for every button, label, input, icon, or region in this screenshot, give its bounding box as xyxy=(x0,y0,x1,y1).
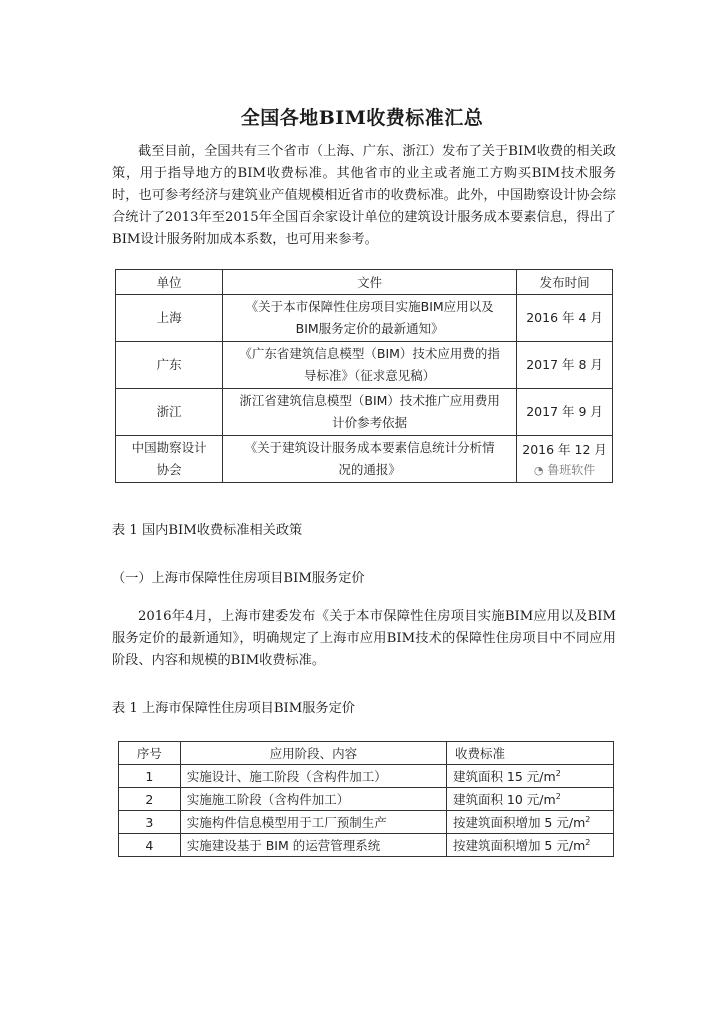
fee-text: 建筑面积 15 元/m xyxy=(452,769,556,784)
fee-text: 按建筑面积增加 5 元/m xyxy=(452,838,586,853)
cell-fee xyxy=(446,765,613,788)
cell-unit xyxy=(116,295,223,342)
table-row xyxy=(116,436,613,483)
doc-line: BIM服务定价的最新通知》 xyxy=(295,321,444,336)
cell-unit xyxy=(116,342,223,389)
unit-exponent: 2 xyxy=(555,768,561,778)
cell-date xyxy=(517,436,613,483)
cell-no: 4 xyxy=(119,834,181,857)
header-document: 文件 xyxy=(223,270,517,295)
cell-stage: 实施构件信息模型用于工厂预制生产 xyxy=(180,811,446,834)
cell-date: 2016 年 4 月 xyxy=(517,295,613,342)
cell-fee xyxy=(446,788,613,811)
cell-fee xyxy=(446,811,613,834)
table-caption: 表 1 国内BIM收费标准相关政策 xyxy=(112,523,303,538)
watermark-text: 鲁班软件 xyxy=(547,462,596,477)
table-row xyxy=(116,342,613,389)
cell-fee xyxy=(446,834,613,857)
table-caption: 表 1 上海市保障性住房项目BIM服务定价 xyxy=(112,701,355,716)
header-no: 序号 xyxy=(119,742,181,765)
date-text: 2016 年 12 月 xyxy=(522,441,607,457)
cell-no: 2 xyxy=(119,788,181,811)
header-unit: 单位 xyxy=(116,270,223,295)
cell-stage: 实施建设基于 BIM 的运营管理系统 xyxy=(180,834,446,857)
unit-exponent: 2 xyxy=(585,814,591,824)
unit-exponent: 2 xyxy=(585,837,591,847)
body-paragraph: 2016年4月，上海市建委发布《关于本市保障性住房项目实施BIM应用以及BIM服务定价的最新通知》，明确规定了上海市应用BIM技术的保障性住房项目中不同应用阶段、内容和规模的BIM收费标准。 xyxy=(112,609,616,668)
cell-no: 1 xyxy=(119,765,181,788)
table-row xyxy=(119,765,614,788)
doc-line: 浙江省建筑信息模型（BIM）技术推广应用费用 xyxy=(239,393,500,408)
table-row xyxy=(119,834,614,857)
section-heading: （一）上海市保障性住房项目BIM服务定价 xyxy=(112,571,365,586)
watermark xyxy=(521,461,608,480)
table-header-row xyxy=(119,742,614,765)
doc-line: 况的通报》 xyxy=(338,462,401,477)
doc-line: 《关于建筑设计服务成本要素信息统计分析情 xyxy=(244,440,495,455)
unit-text: 中国勘察设计 xyxy=(131,440,207,455)
fee-text: 建筑面积 10 元/m xyxy=(452,792,556,807)
header-date: 发布时间 xyxy=(517,270,613,295)
cell-no: 3 xyxy=(119,811,181,834)
cell-stage: 实施设计、施工阶段（含构件加工） xyxy=(180,765,446,788)
cell-date: 2017 年 9 月 xyxy=(517,389,613,436)
doc-line: 计价参考依据 xyxy=(332,415,408,430)
unit-text: 上海 xyxy=(156,310,182,325)
unit-text: 协会 xyxy=(156,462,182,477)
cell-unit xyxy=(116,389,223,436)
table-row xyxy=(116,295,613,342)
cell-stage: 实施施工阶段（含构件加工） xyxy=(180,788,446,811)
pricing-table xyxy=(118,741,614,857)
header-fee: 收费标准 xyxy=(446,742,613,765)
header-stage: 应用阶段、内容 xyxy=(180,742,446,765)
intro-paragraph: 截至目前，全国共有三个省市（上海、广东、浙江）发布了关于BIM收费的相关政策，用于指导地方的BIM收费标准。其他省市的业主或者施工方购买BIM技术服务时，也可参考经济与建筑业产值规模相近省市的收费标准。此外，中国勘察设计协会综合统计了2013年至2015年全国百余家设计单位的建筑设计服务成本要素信息，得出了BIM设计服务附加成本系数，也可用来参考。 xyxy=(112,144,616,247)
table-row xyxy=(116,389,613,436)
table-row xyxy=(119,811,614,834)
wechat-icon: ◔ xyxy=(533,463,544,477)
doc-line: 导标准》（征求意见稿） xyxy=(304,368,436,383)
doc-line: 《关于本市保障性住房项目实施BIM应用以及 xyxy=(245,299,494,314)
page-title: 全国各地BIM收费标准汇总 xyxy=(240,107,484,129)
cell-document xyxy=(223,342,517,389)
table-row xyxy=(119,788,614,811)
cell-document xyxy=(223,295,517,342)
table-header-row xyxy=(116,270,613,295)
unit-text: 浙江 xyxy=(156,404,182,419)
unit-exponent: 2 xyxy=(555,791,561,801)
cell-document xyxy=(223,389,517,436)
cell-unit xyxy=(116,436,223,483)
cell-date: 2017 年 8 月 xyxy=(517,342,613,389)
policy-table xyxy=(115,269,613,483)
fee-text: 按建筑面积增加 5 元/m xyxy=(452,815,586,830)
cell-document xyxy=(223,436,517,483)
doc-line: 《广东省建筑信息模型（BIM）技术应用费的指 xyxy=(239,346,500,361)
unit-text: 广东 xyxy=(156,357,182,372)
